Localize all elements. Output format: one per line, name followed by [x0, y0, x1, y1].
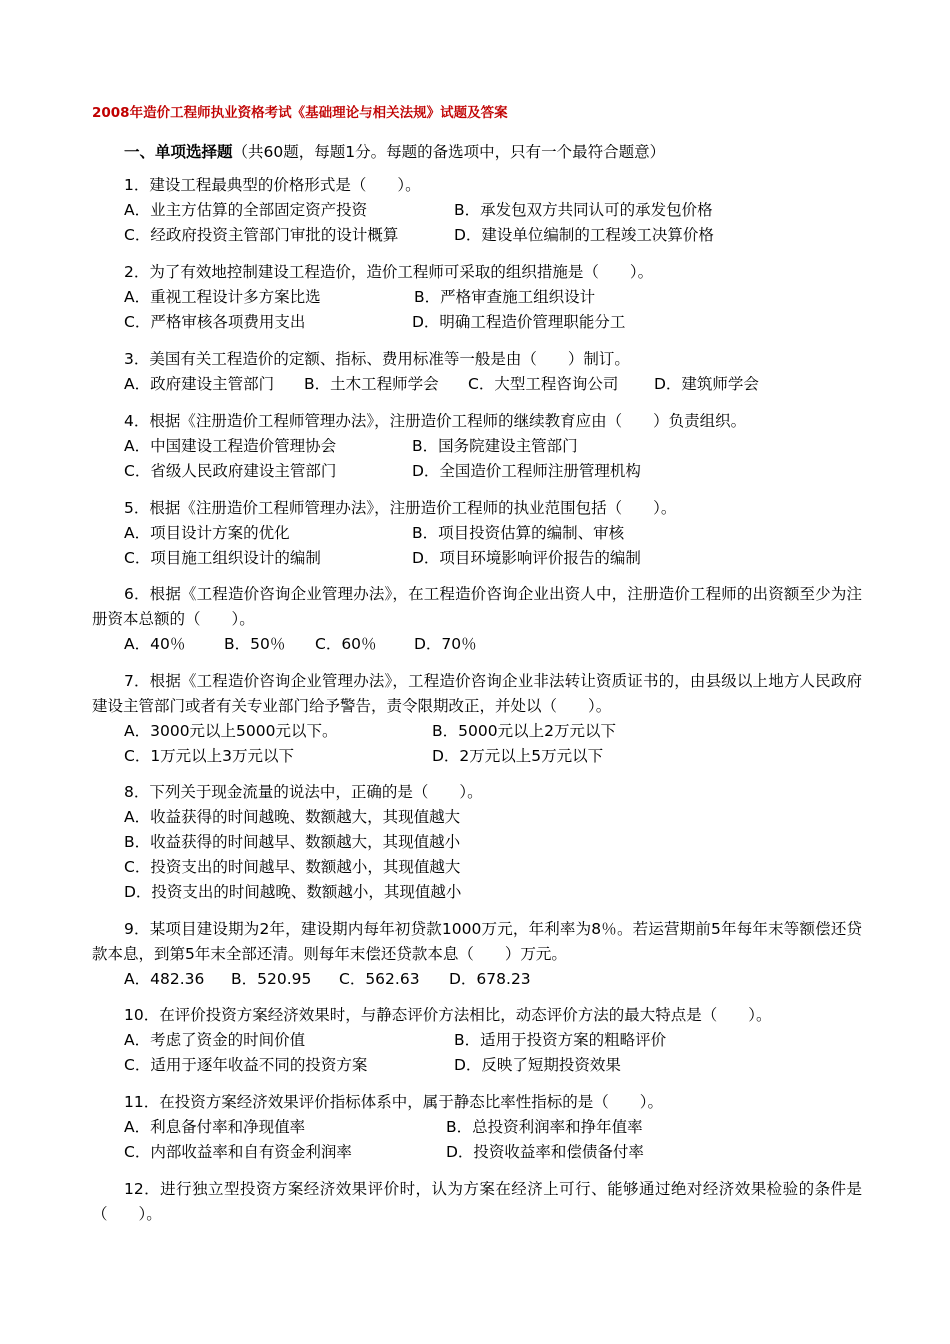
option-b: B．严格审查施工组织设计	[414, 288, 596, 306]
option-c: C．严格审核各项费用支出	[124, 313, 306, 331]
option-d: D．项目环境影响评价报告的编制	[412, 549, 641, 567]
question-stem: 4．根据《注册造价工程师管理办法》，注册造价工程师的继续教育应由（ ）负责组织。	[124, 412, 747, 430]
option-row	[92, 855, 862, 880]
question-2	[92, 260, 862, 335]
option-row	[92, 372, 862, 397]
question-10	[92, 1003, 862, 1078]
question-stem: 9．某项目建设期为2年，建设期内每年初贷款1000万元，年利率为8％。若运营期前5年每年末等额偿还贷款本息，到第5年末全部还清。则每年末偿还贷款本息（ ）万元。	[92, 920, 862, 963]
option-row	[92, 1053, 862, 1078]
option-row	[92, 459, 862, 484]
question-stem: 5．根据《注册造价工程师管理办法》，注册造价工程师的执业范围包括（ ）。	[124, 499, 677, 517]
option-c: C．适用于逐年收益不同的投资方案	[124, 1056, 368, 1074]
question-8	[92, 780, 862, 905]
option-row	[92, 546, 862, 571]
option-c: C．项目施工组织设计的编制	[124, 549, 321, 567]
question-1	[92, 173, 862, 248]
option-d: D．建设单位编制的工程竣工决算价格	[454, 226, 714, 244]
option-b: B．土木工程师学会	[304, 375, 439, 393]
question-stem: 12．进行独立型投资方案经济效果评价时，认为方案在经济上可行、能够通过绝对经济效果检验的条件是（ ）。	[92, 1180, 862, 1223]
question-stem: 10．在评价投资方案经济效果时，与静态评价方法相比，动态评价方法的最大特点是（ ）。	[124, 1006, 772, 1024]
option-c: C．内部收益率和自有资金利润率	[124, 1143, 352, 1161]
option-b: B．承发包双方共同认可的承发包价格	[454, 201, 713, 219]
option-row	[92, 223, 862, 248]
option-d: D．建筑师学会	[654, 375, 759, 393]
question-7	[92, 669, 862, 769]
option-c: C．562.63	[339, 970, 420, 988]
option-row	[92, 880, 862, 905]
option-a: A．业主方估算的全部固定资产投资	[124, 201, 368, 219]
option-row	[92, 805, 862, 830]
option-b: B．520.95	[231, 970, 312, 988]
section-heading	[124, 140, 665, 162]
option-a: A．40％	[124, 635, 186, 653]
question-stem: 2．为了有效地控制建设工程造价，造价工程师可采取的组织措施是（ ）。	[124, 263, 654, 281]
option-c: C．经政府投资主管部门审批的设计概算	[124, 226, 399, 244]
option-row	[92, 198, 862, 223]
option-a: A．利息备付率和净现值率	[124, 1118, 306, 1136]
option-b: B．5000元以上2万元以下	[432, 722, 616, 740]
section-heading-label: 一、单项选择题	[124, 143, 233, 161]
option-c: C．1万元以上3万元以下	[124, 747, 295, 765]
option-b: B．收益获得的时间越早、数额越大，其现值越小	[124, 833, 461, 851]
question-stem: 6．根据《工程造价咨询企业管理办法》，在工程造价咨询企业出资人中，注册造价工程师的出资额至少为注册资本总额的（ ）。	[92, 585, 862, 628]
option-d: D．明确工程造价管理职能分工	[412, 313, 626, 331]
question-stem: 3．美国有关工程造价的定额、指标、费用标准等一般是由（ ）制订。	[124, 350, 630, 368]
option-d: D．70％	[414, 635, 477, 653]
option-row	[92, 744, 862, 769]
option-b: B．50％	[224, 635, 286, 653]
option-row	[92, 830, 862, 855]
option-d: D．2万元以上5万元以下	[432, 747, 604, 765]
option-row	[92, 521, 862, 546]
option-b: B．国务院建设主管部门	[412, 437, 578, 455]
question-stem: 1．建设工程最典型的价格形式是（ ）。	[124, 176, 421, 194]
option-c: C．60％	[315, 635, 377, 653]
question-11	[92, 1090, 862, 1165]
section-heading-note: （共60题，每题1分。每题的备选项中，只有一个最符合题意）	[232, 143, 666, 161]
question-stem: 11．在投资方案经济效果评价指标体系中，属于静态比率性指标的是（ ）。	[124, 1093, 663, 1111]
document-title: 2008年造价工程师执业资格考试《基础理论与相关法规》试题及答案	[92, 105, 508, 121]
option-c: C．大型工程咨询公司	[468, 375, 619, 393]
option-a: A．考虑了资金的时间价值	[124, 1031, 306, 1049]
option-row	[92, 310, 862, 335]
option-a: A．政府建设主管部门	[124, 375, 275, 393]
option-row	[92, 967, 862, 992]
option-b: B．项目投资估算的编制、审核	[412, 524, 625, 542]
option-row	[92, 1115, 862, 1140]
option-b: B．适用于投资方案的粗略评价	[454, 1031, 667, 1049]
option-a: A．482.36	[124, 970, 205, 988]
question-3	[92, 347, 862, 397]
option-a: A．中国建设工程造价管理协会	[124, 437, 337, 455]
option-a: A．项目设计方案的优化	[124, 524, 290, 542]
question-9	[92, 917, 862, 992]
option-b: B．总投资利润率和挣年值率	[446, 1118, 643, 1136]
question-12	[92, 1177, 862, 1227]
option-d: D．投资支出的时间越晚、数额越小，其现值越小	[124, 883, 462, 901]
option-d: D．投资收益率和偿债备付率	[446, 1143, 644, 1161]
option-c: C．省级人民政府建设主管部门	[124, 462, 337, 480]
question-6	[92, 582, 862, 657]
option-row	[92, 1140, 862, 1165]
option-row	[92, 285, 862, 310]
option-d: D．全国造价工程师注册管理机构	[412, 462, 641, 480]
option-a: A．收益获得的时间越晚、数额越大，其现值越大	[124, 808, 461, 826]
question-5	[92, 496, 862, 571]
option-row	[92, 719, 862, 744]
option-c: C．投资支出的时间越早、数额越小，其现值越大	[124, 858, 461, 876]
question-stem: 7．根据《工程造价咨询企业管理办法》，工程造价咨询企业非法转让资质证书的，由县级以上地方人民政府建设主管部门或者有关专业部门给予警告，责令限期改正，并处以（ ）。	[92, 672, 862, 715]
option-row	[92, 434, 862, 459]
option-a: A．3000元以上5000元以下。	[124, 722, 338, 740]
option-d: D．678.23	[449, 970, 531, 988]
option-a: A．重视工程设计多方案比选	[124, 288, 321, 306]
option-d: D．反映了短期投资效果	[454, 1056, 621, 1074]
option-row	[92, 632, 862, 657]
option-row	[92, 1028, 862, 1053]
question-4	[92, 409, 862, 484]
question-stem: 8．下列关于现金流量的说法中，正确的是（ ）。	[124, 783, 483, 801]
